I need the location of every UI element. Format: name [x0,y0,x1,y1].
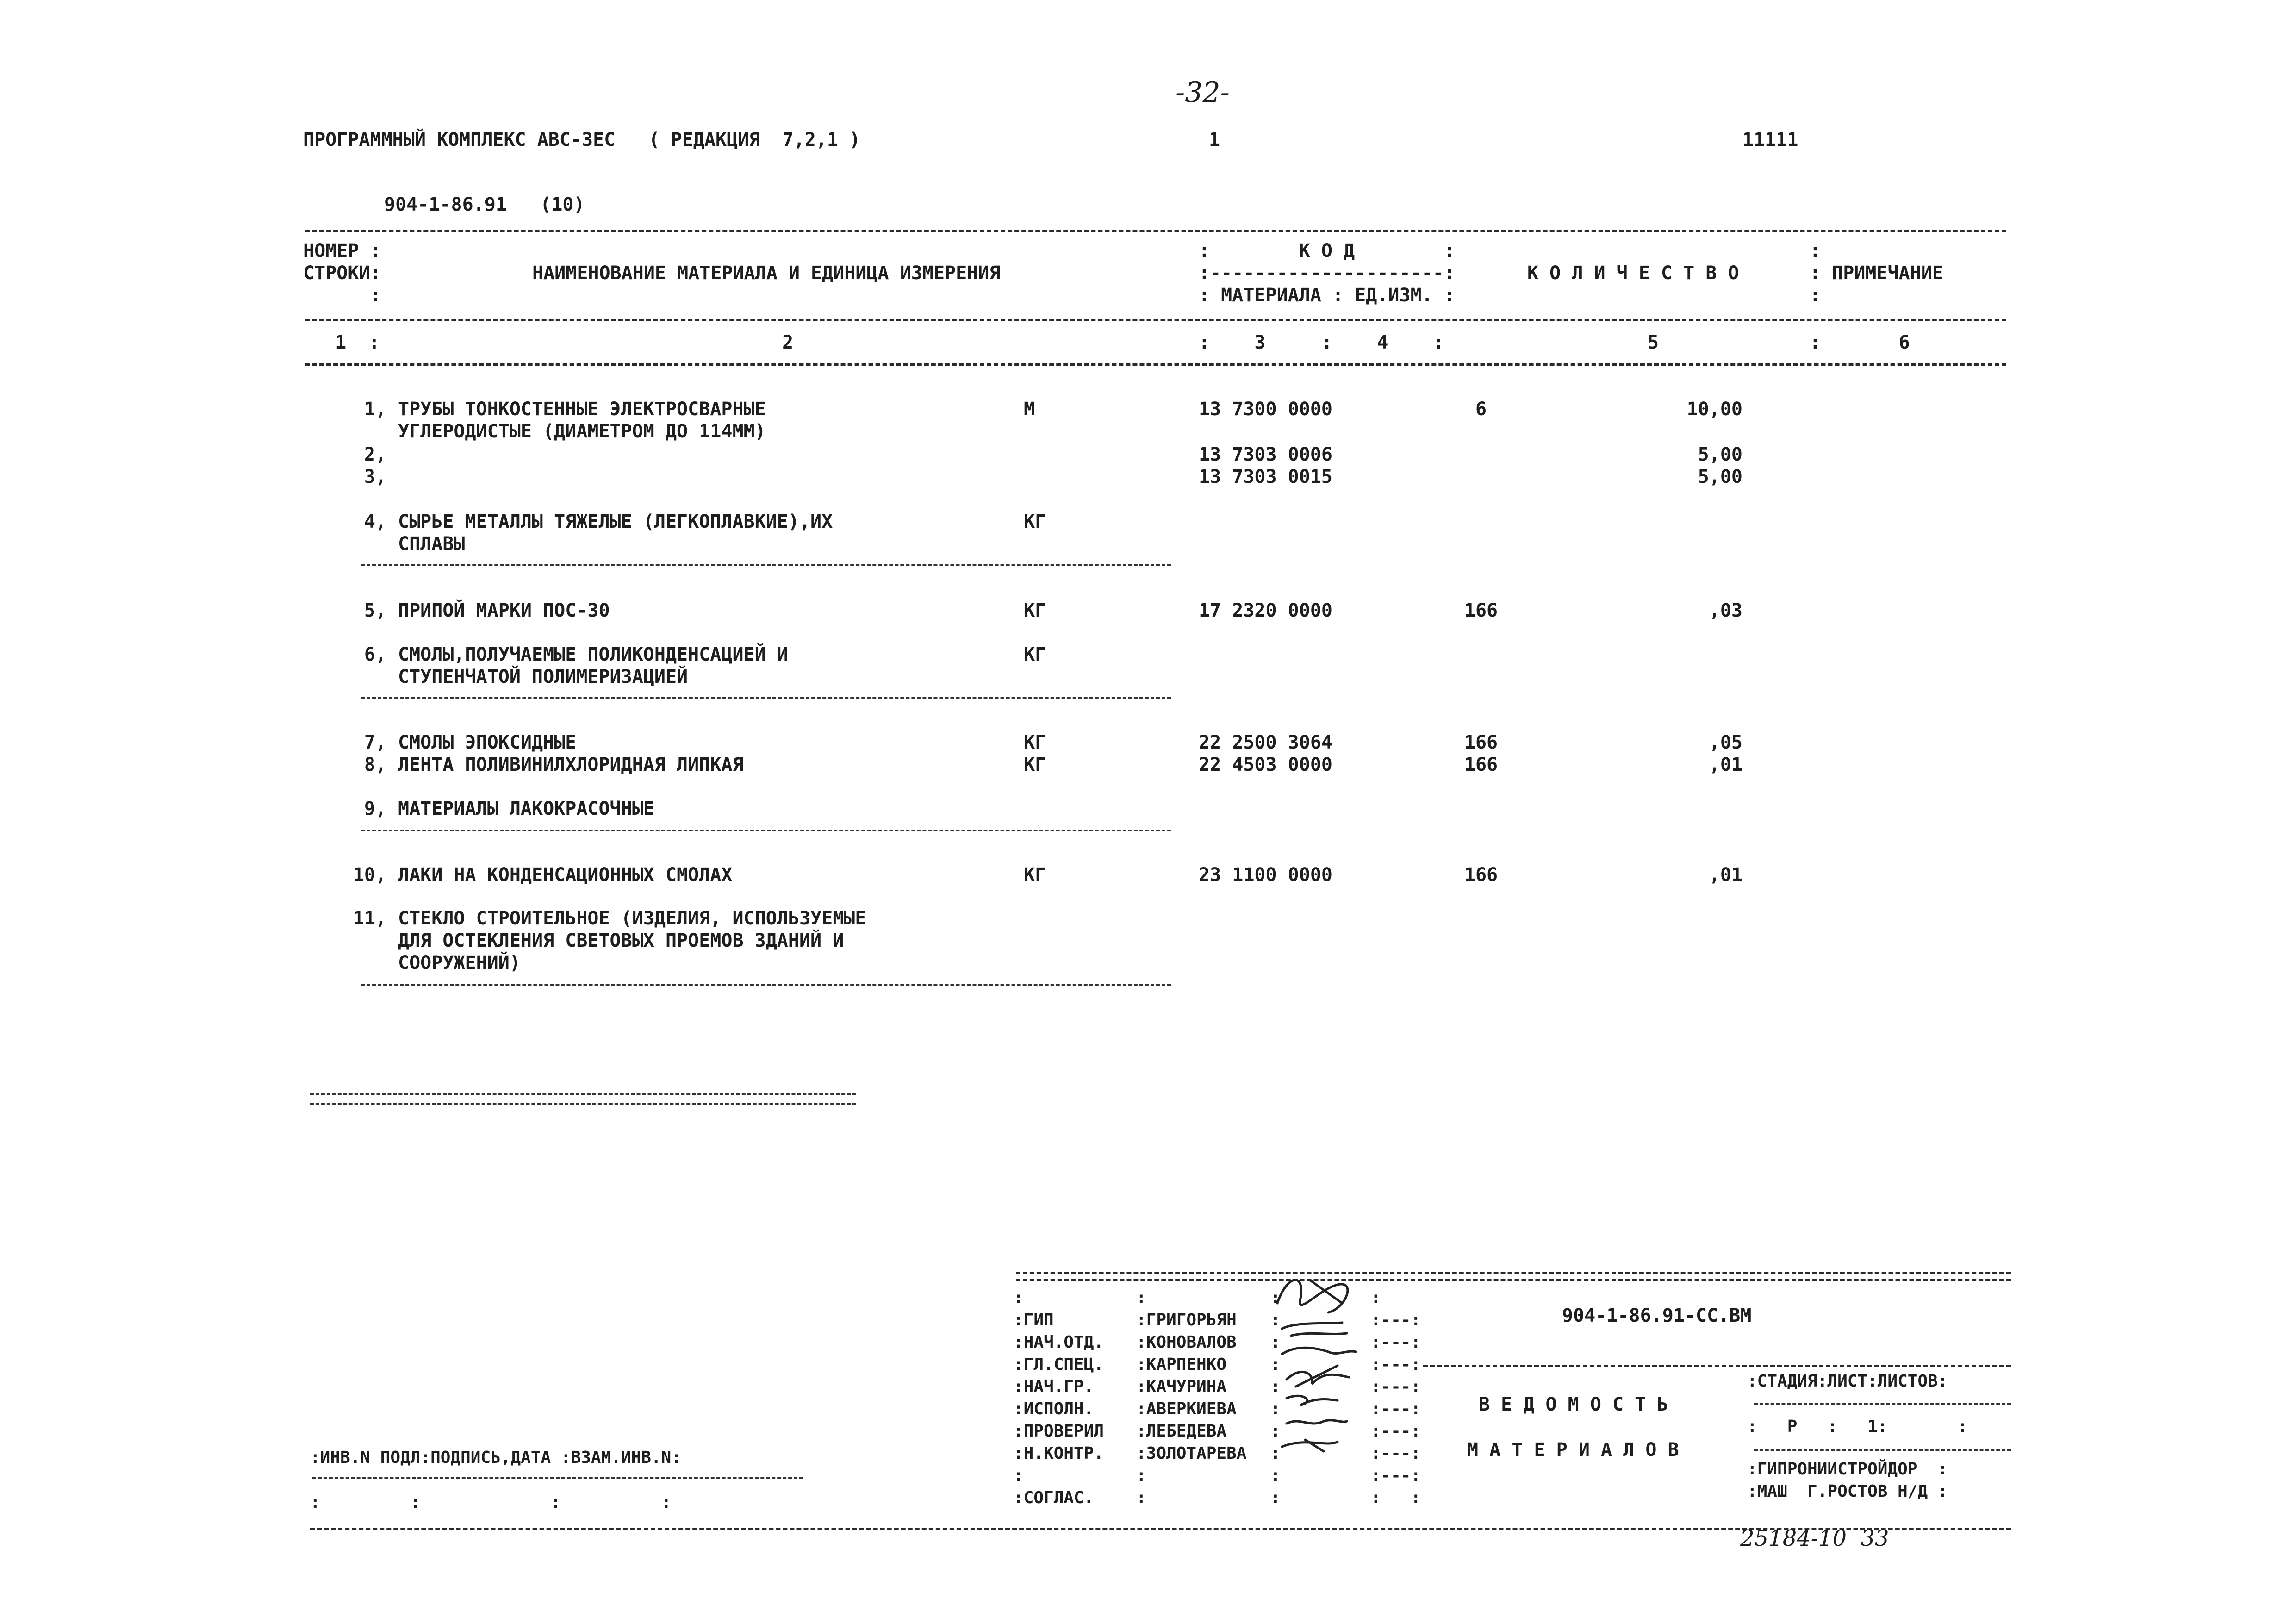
stage-rule-2 [1754,1449,2011,1451]
column-number-1: 1 : [324,332,380,353]
stage-rule [1754,1403,2011,1405]
stamp-mid-rule [1423,1365,2011,1367]
column-number-5: 5 [1648,332,1659,353]
row-number: 9, [364,798,386,819]
material-name: ЛЕНТА ПОЛИВИНИЛХЛОРИДНАЯ ЛИПКАЯ [398,754,744,775]
quantity: 10,00 [1686,399,1742,420]
unit-code: 166 [1464,754,1498,775]
inventory-header: :ИНВ.N ПОДЛ:ПОДПИСЬ,ДАТА :ВЗАМ.ИНВ.N: [310,1448,681,1467]
material-name: СМОЛЫ,ПОЛУЧАЕМЫЕ ПОЛИКОНДЕНСАЦИЕЙ И СТУПЕНЧАТОЙ ПОЛИМЕРИЗАЦИЕЙ [398,644,788,687]
stamp-names: : :ГРИГОРЬЯН :КОНОВАЛОВ :КАРПЕНКО :КАЧУРИНА :АВЕРКИЕВА :ЛЕБЕДЕВА :ЗОЛОТАРЕВА : : [1136,1288,1247,1507]
unit-code: 166 [1464,864,1498,886]
quantity: ,01 [1709,864,1742,886]
unit: КГ [1024,600,1046,621]
unit-code: 166 [1464,600,1498,621]
row-number-header: НОМЕР : СТРОКИ: : [303,240,381,306]
header-code: 11111 [1742,129,1798,150]
header-bottom-rule [305,363,2006,366]
group-separator [361,984,1171,986]
unit-code: 166 [1464,732,1498,753]
row-number: 11, [353,908,386,929]
material-name: ПРИПОЙ МАРКИ ПОС-30 [398,600,610,621]
material-name: ТРУБЫ ТОНКОСТЕННЫЕ ЭЛЕКТРОСВАРНЫЕ УГЛЕРОДИСТЫЕ (ДИАМЕТРОМ ДО 114ММ) [398,399,766,442]
row-number: 10, [353,864,386,886]
material-name: МАТЕРИАЛЫ ЛАКОКРАСОЧНЫЕ [398,798,654,819]
row-number: 5, [364,600,386,621]
organization: :ГИПРОНИИСТРОЙДОР : :МАШ Г.РОСТОВ Н/Д : [1747,1460,1948,1501]
quantity: ,05 [1709,732,1742,753]
footer-number: 25184-10 33 [1740,1525,1889,1551]
document-code: 904-1-86.91-СС.ВМ [1562,1305,1752,1326]
inventory-values: : : : : [310,1493,672,1512]
material-code: 22 4503 0000 [1199,754,1332,775]
material-code: 22 2500 3064 [1199,732,1332,753]
document-reference: 904-1-86.91 (10) [384,194,585,215]
material-code: 17 2320 0000 [1199,600,1332,621]
column-number-3-4: : 3 : 4 : [1199,332,1444,353]
unit: КГ [1024,511,1046,532]
quantity: 5,00 [1698,466,1742,487]
signatures-image [1268,1271,1379,1470]
material-name: СЫРЬЕ МЕТАЛЛЫ ТЯЖЕЛЫЕ (ЛЕГКОПЛАВКИЕ),ИХ СПЛАВЫ [398,511,833,555]
quantity: ,01 [1709,754,1742,775]
end-of-table-mark [310,1093,856,1105]
stamp-signature-columns: : : : :---: : :---: : :---: : :---: : :---: : :---: : :---: : :---: : : : [1270,1288,1421,1507]
unit-code: 6 [1475,399,1487,420]
stage-header: :СТАДИЯ:ЛИСТ:ЛИСТОВ: [1747,1372,1948,1391]
unit: КГ [1024,644,1046,665]
stage-value: : Р : 1: : [1747,1417,1968,1436]
row-number: 3, [364,466,386,487]
group-separator [361,697,1171,699]
unit: КГ [1024,864,1046,886]
sheet-marker: 1 [1209,129,1220,150]
group-separator [361,564,1171,566]
material-code: 13 7303 0015 [1199,466,1332,487]
inventory-rule [312,1477,803,1479]
quantity: ,03 [1709,600,1742,621]
sheet-title-line1: В Е Д О М О С Т Ь [1479,1394,1668,1415]
row-number: 8, [364,754,386,775]
material-name: ЛАКИ НА КОНДЕНСАЦИОННЫХ СМОЛАХ [398,864,733,886]
table-top-rule [305,230,2006,232]
row-number: 6, [364,644,386,665]
header-rule [305,319,2006,321]
material-code: 13 7303 0006 [1199,444,1332,465]
material-name: СТЕКЛО СТРОИТЕЛЬНОЕ (ИЗДЕЛИЯ, ИСПОЛЬЗУЕМЫЕ ДЛЯ ОСТЕКЛЕНИЯ СВЕТОВЫХ ПРОЕМОВ ЗДАНИЙ И СООРУЖЕНИЙ) [398,908,866,974]
column-number-6: : 6 [1810,332,1910,353]
stamp-top-rule [1016,1272,2011,1274]
column-number-2: 2 [782,332,794,353]
material-code: 13 7300 0000 [1199,399,1332,420]
group-separator [361,830,1171,831]
material-name: СМОЛЫ ЭПОКСИДНЫЕ [398,732,577,753]
row-number: 1, [364,399,386,420]
unit: КГ [1024,754,1046,775]
row-number: 7, [364,732,386,753]
quantity: 5,00 [1698,444,1742,465]
row-number: 4, [364,511,386,532]
row-number: 2, [364,444,386,465]
material-code: 23 1100 0000 [1199,864,1332,886]
unit: КГ [1024,732,1046,753]
page-number: -32- [1176,76,1230,109]
program-header: ПРОГРАММНЫЙ КОМПЛЕКС АВС-3ЕС ( РЕДАКЦИЯ 7,2,1 ) [303,129,861,150]
material-name-header: НАИМЕНОВАНИЕ МАТЕРИАЛА И ЕДИНИЦА ИЗМЕРЕНИЯ [532,262,1001,284]
stamp-top-rule-2 [1016,1279,2011,1281]
unit: М [1024,399,1035,420]
sheet-title-line2: М А Т Е Р И А Л О В [1467,1439,1679,1461]
note-header: : : ПРИМЕЧАНИЕ : [1810,240,1943,306]
code-header: : К О Д : :---------------------: : МАТЕРИАЛА : ЕД.ИЗМ. : [1199,240,1455,306]
quantity-header: К О Л И Ч Е С Т В О [1527,262,1739,284]
stamp-roles: : :ГИП :НАЧ.ОТД. :ГЛ.СПЕЦ. :НАЧ.ГР. :ИСПОЛН. :ПРОВЕРИЛ :Н.КОНТР. : :СОГЛАС. [1014,1288,1104,1507]
